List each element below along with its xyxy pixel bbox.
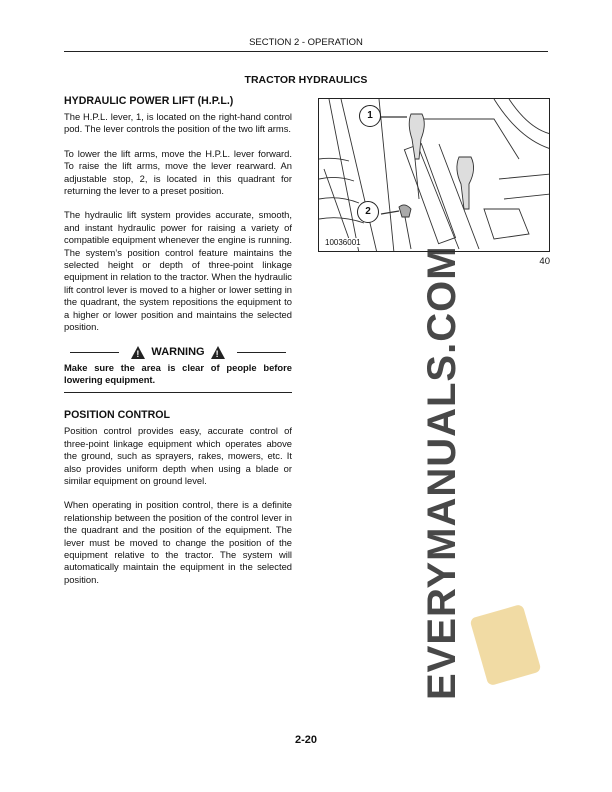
warning-text: Make sure the area is clear of people before lowering equipment. [64,361,292,385]
figure-id: 10036001 [325,238,361,247]
warning-header [64,346,292,359]
figure-number: 40 [539,256,550,267]
warning-triangle-icon: ! [131,346,145,359]
section-header: SECTION 2 - OPERATION [249,37,363,48]
position-heading: POSITION CONTROL [64,409,170,422]
hpl-lever-illustration [318,98,550,252]
warning-triangle-icon: ! [211,346,225,359]
page-number: 2-20 [294,734,318,746]
position-paragraph: When operating in position control, there is a definite relationship between the position of the control lever in the quadrant and the position of the equipment. The lever must be moved to change the position of the equipment relative to the tractor. The system will automatically maintain the equipment in the selected position. [64,499,292,585]
page-title: TRACTOR HYDRAULICS [244,74,368,86]
divider [237,352,286,353]
watermark: EVERYMANUALS.COM [420,245,464,700]
callout-2: 2 [357,201,379,223]
watermark-logo [469,604,541,686]
hpl-paragraph: To lower the lift arms, move the H.P.L. lever forward. To raise the lift arms, move the lever rearward. An adjustable stop, 2, is located in this quadrant for returning the lever to a preset position. [64,147,292,197]
position-paragraph: Position control provides easy, accurate control of three-point linkage equipment which operates above the ground, such as sprayers, rakes, mowers, etc. It also provides uniform depth when using a blade or similar equipment on ground level. [64,425,292,486]
text-column [64,95,292,598]
warning-label: WARNING [151,345,205,358]
hpl-heading: HYDRAULIC POWER LIFT (H.P.L.) [64,95,234,107]
lever-drawing [319,99,550,252]
header-divider [64,51,548,52]
hpl-paragraph: The H.P.L. lever, 1, is located on the right-hand control pod. The lever controls the position of the two lift arms. [64,111,292,135]
callout-1: 1 [359,105,381,127]
warning-divider [64,392,292,393]
divider [70,352,119,353]
hpl-paragraph: The hydraulic lift system provides accurate, smooth, and instant hydraulic power for raising a variety of compatible equipment whenever the engine is running. The system’s position control feature maintains the selected height or depth of three-point linkage equipment in relation to the tractor. When the hydraulic lift control lever is moved to a higher or lower setting in the quadrant, the system repositions the equipment to a higher or lower position and maintains the selected position. [64,209,292,333]
